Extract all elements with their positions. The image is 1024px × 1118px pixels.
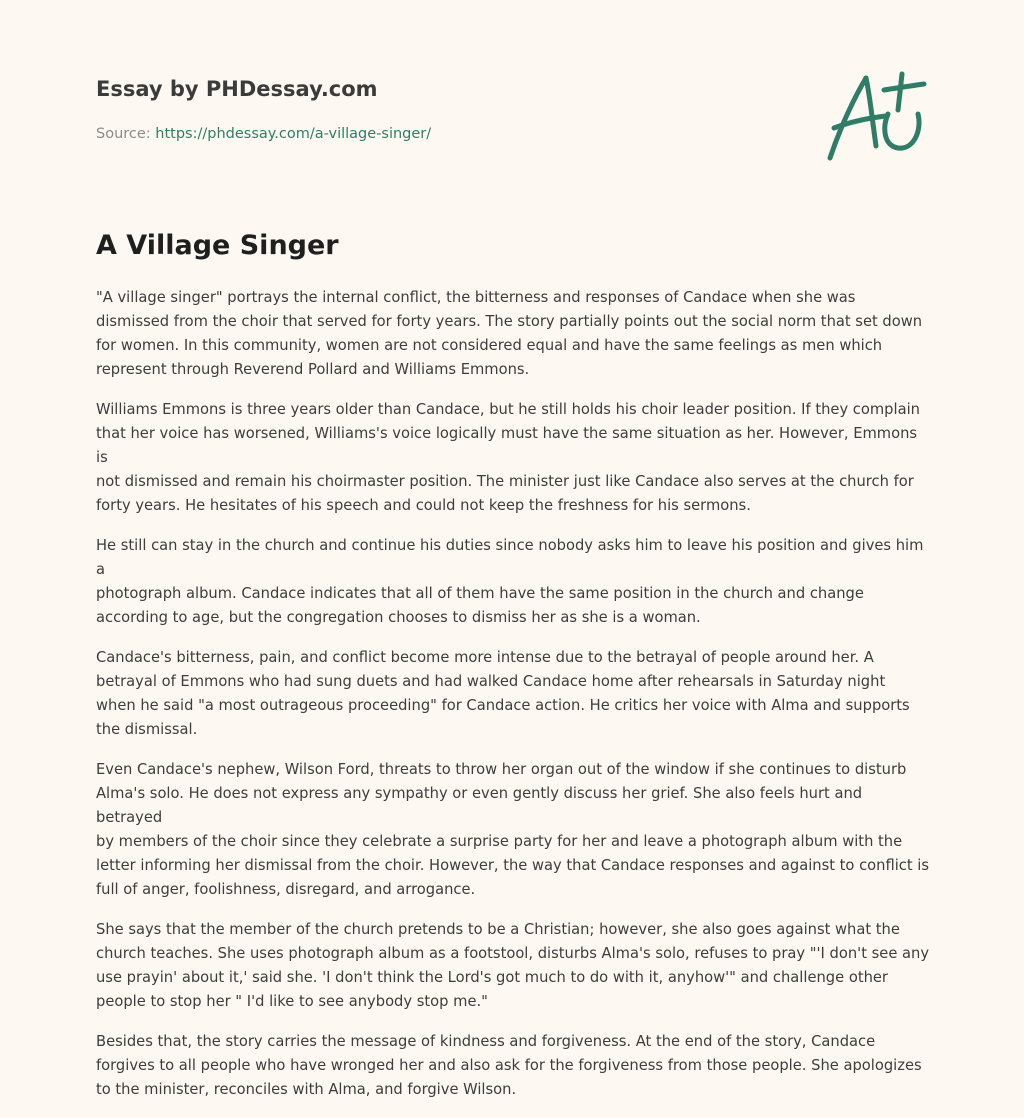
source-link[interactable]: https://phdessay.com/a-village-singer/ xyxy=(155,126,432,142)
essay-article xyxy=(96,226,932,1118)
site-title: Essay by PHDessay.com xyxy=(96,77,378,101)
source-line xyxy=(96,124,696,144)
source-label: Source: xyxy=(96,126,151,142)
essay-paragraph: Williams Emmons is three years older than Candace, but he still holds his choir leader position. If they complain that her voice has worsened, Williams's voice logically must have the same situation as her. However, Emmons is not dismissed and remain his choirmaster position. The minister just like Candace also serves at the church for forty years. He hesitates of his speech and could not keep the freshness for his sermons. xyxy=(96,401,920,514)
essay-paragraph: She says that the member of the church pretends to be a Christian; however, she also goes against what the church teaches. She uses photograph album as a footstool, disturbs Alma's solo, refuses to pray "'I don't see any use prayin' about it,' said she. 'I don't think the Lord's got much to do with it, anyhow'" and challenge other people to stop her " I'd like to see anybody stop me." xyxy=(96,921,930,1010)
essay-paragraph: He still can stay in the church and continue his duties since nobody asks him to leave his position and gives him a photograph album. Candace indicates that all of them have the same position in the church and change according to age, but the congregation chooses to dismiss her as she is a woman. xyxy=(96,537,924,626)
essay-paragraph: Besides that, the story carries the message of kindness and forgiveness. At the end of the story, Candace forgives to all people who have wronged her and also ask for the forgiveness from those people. She apologizes to the minister, reconciles with Alma, and forgive Wilson. xyxy=(96,1033,922,1098)
essay-paragraph: Candace's bitterness, pain, and conflict become more intense due to the betrayal of people around her. A betrayal of Emmons who had sung duets and had walked Candace home after rehearsals in Saturday night when he said "a most outrageous proceeding" for Candace action. He critics her voice with Alma and supports the dismissal. xyxy=(96,649,910,738)
essay-paragraph: "A village singer" portrays the internal conflict, the bitterness and responses of Candace when she was dismissed from the choir that served for forty years. The story partially points out the social norm that set down for women. In this community, women are not considered equal and have the same feelings as men which represent through Reverend Pollard and Williams Emmons. xyxy=(96,289,923,378)
page-header xyxy=(96,74,696,144)
essay-paragraph: Even Candace's nephew, Wilson Ford, threats to throw her organ out of the window if she continues to disturb Alma's solo. He does not express any sympathy or even gently discuss her grief. She also feels hurt and betrayed by members of the choir since they celebrate a surprise party for her and leave a photograph album with the letter informing her dismissal from the choir. However, the way that Candace responses and against to conflict is full of anger, foolishness, disregard, and arrogance. xyxy=(96,761,930,898)
essay-title: A Village Singer xyxy=(96,230,339,261)
a-plus-grade-icon xyxy=(820,66,930,166)
